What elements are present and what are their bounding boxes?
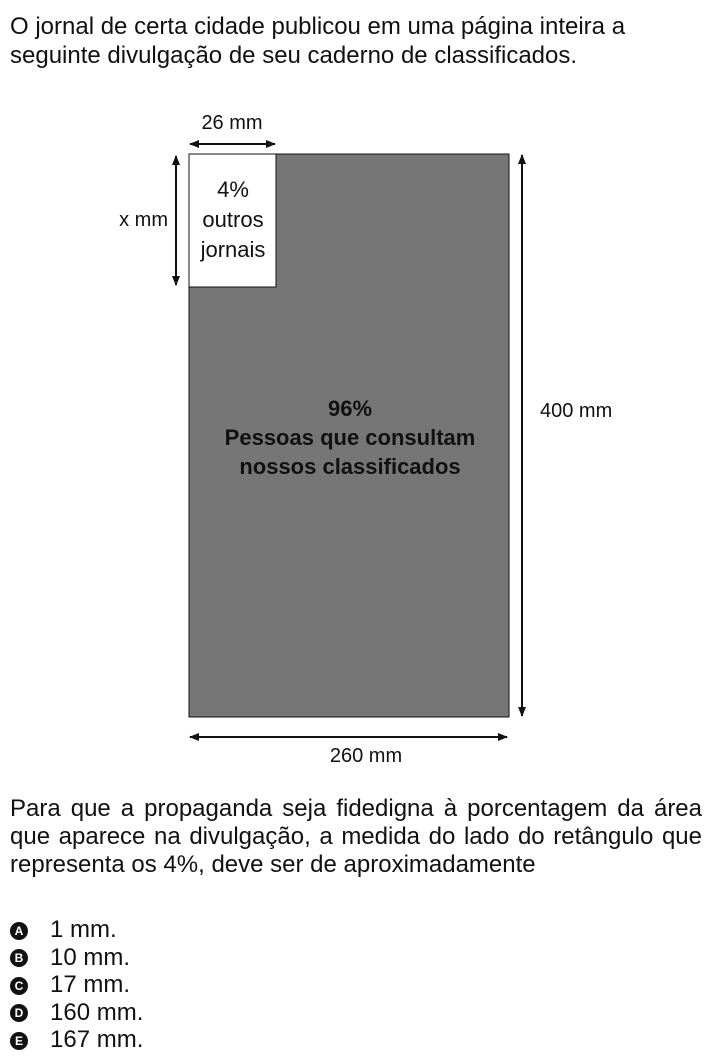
option-letter-d: D [10,1004,28,1022]
option-text-c: 17 mm. [50,971,131,999]
intro-text: O jornal de certa cidade publicou em uma página inteira a seguinte divulgação de seu caderno de classificados. [10,13,626,69]
option-letter-c: C [10,977,28,995]
big-line1-label: Pessoas que consultam [224,425,476,450]
small-line2-label: jornais [200,237,266,262]
page-width-label: 260 mm [329,745,403,767]
question-text: Para que a propaganda seja fidedigna à porcentagem da área que aparece na divulgação, a medida do lado do retângulo que representa os 4%, deve ser de aproximadamente [10,795,702,878]
option-text-b: 10 mm. [50,943,131,971]
option-text-d: 160 mm. [50,998,144,1026]
page-height-label: 400 mm [540,400,613,422]
small-percent-label: 4% [217,177,249,202]
option-d[interactable] [10,999,143,1027]
small-height-label: x mm [119,209,168,231]
big-percent-label: 96% [327,396,373,421]
option-a[interactable] [10,916,143,944]
option-text-e: 167 mm. [50,1026,144,1054]
option-text-a: 1 mm. [50,916,117,944]
option-letter-a: A [10,922,28,940]
answer-options [10,916,143,1054]
option-e[interactable] [10,1026,143,1054]
small-line1-label: outros [202,207,264,232]
big-line2-label: nossos classificados [239,454,461,479]
small-width-label: 26 mm [201,112,263,134]
option-c[interactable] [10,971,143,999]
classified-diagram [0,100,710,780]
option-b[interactable] [10,944,143,972]
option-letter-b: B [10,949,28,967]
option-letter-e: E [10,1032,28,1050]
